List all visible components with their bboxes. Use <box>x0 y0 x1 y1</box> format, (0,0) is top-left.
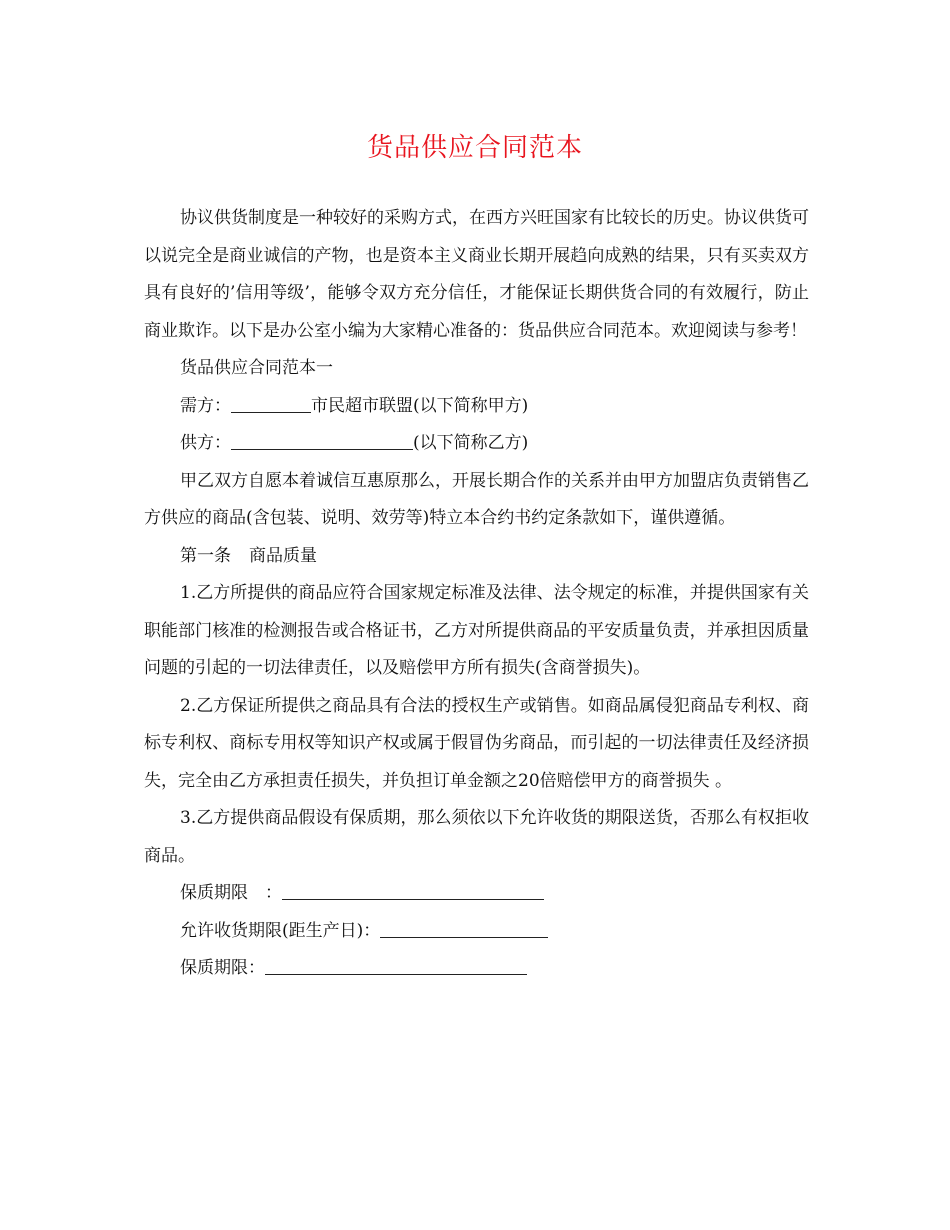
intro-paragraph: 协议供货制度是一种较好的采购方式，在西方兴旺国家有比较长的历史。协议供货可以说完全是商业诚信的产物，也是资本主义商业长期开展趋向成熟的结果，只有买卖双方具有良好的’信用等级’，能够令双方充分信任，才能保证长期供货合同的有效履行，防止商业欺诈。以下是办公室小编为大家精心准备的：货品供应合同范本。欢迎阅读与参考！ <box>144 208 809 341</box>
receiving-period-field <box>144 913 809 951</box>
shelf-life-field <box>144 875 809 913</box>
buyer-label: 需方： <box>180 395 231 416</box>
document-title: 货品供应合同范本 <box>366 133 583 163</box>
shelf-life-blank-line <box>282 881 544 900</box>
buyer-line <box>144 388 809 426</box>
receiving-period-label: 允许收货期限(距生产日)： <box>180 920 381 941</box>
clause-3: 3.乙方提供商品假设有保质期，那么须依以下允许收货的期限送货，否那么有权拒收商品。 <box>144 808 809 866</box>
supplier-blank-line <box>231 431 413 450</box>
preamble-paragraph: 甲乙双方自愿本着诚信互惠原那么，开展长期合作的关系并由甲方加盟店负责销售乙方供应的商品(含包装、说明、效劳等)特立本合约书约定条款如下，谨供遵循。 <box>144 470 809 528</box>
document-body <box>144 200 809 988</box>
shelf-life-blank-line-2 <box>265 956 527 975</box>
clause-2: 2.乙方保证所提供之商品具有合法的授权生产或销售。如商品属侵犯商品专利权、商标专利权、商标专用权等知识产权或属于假冒伪劣商品，而引起的一切法律责任及经济损失，完全由乙方承担责任损失，并负担订单金额之20倍赔偿甲方的商誉损失 。 <box>144 695 809 791</box>
buyer-value: 市民超市联盟(以下简称甲方) <box>311 395 529 416</box>
supplier-value: (以下简称乙方) <box>413 433 529 453</box>
article-1-number: 第一条 <box>180 545 231 566</box>
article-1-title: 商品质量 <box>249 545 317 566</box>
receiving-period-blank-line <box>380 919 548 938</box>
contract-subtitle: 货品供应合同范本一 <box>180 358 333 378</box>
supplier-line <box>144 425 809 463</box>
buyer-blank-line <box>231 394 311 413</box>
clause-1: 1.乙方所提供的商品应符合国家规定标准及法律、法令规定的标准，并提供国家有关职能部门核准的检测报告或合格证书，乙方对所提供商品的平安质量负责，并承担因质量问题的引起的一切法律责任，以及赔偿甲方所有损失(含商誉损失)。 <box>144 583 809 678</box>
shelf-life-label-2: 保质期限： <box>180 958 265 978</box>
supplier-label: 供方： <box>180 433 231 453</box>
article-1-heading <box>144 538 809 576</box>
shelf-life-field-2 <box>144 950 809 988</box>
shelf-life-label: 保质期限 ： <box>180 883 282 903</box>
